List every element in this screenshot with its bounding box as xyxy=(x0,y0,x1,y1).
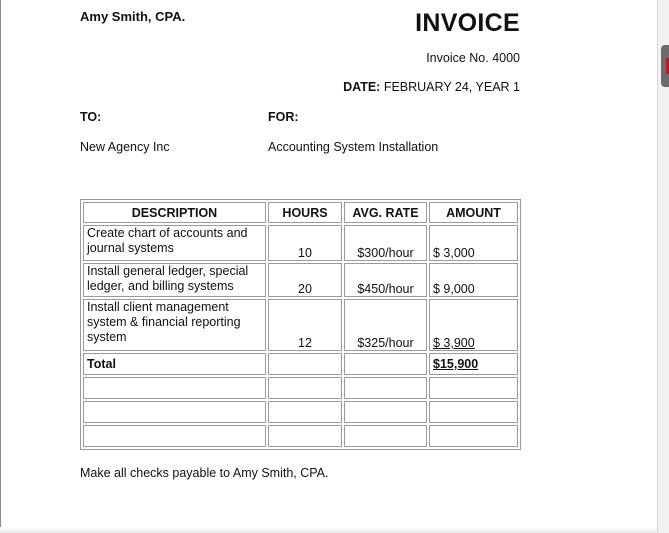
total-label: Total xyxy=(83,353,266,375)
empty-cell xyxy=(83,425,266,447)
column-header-rate: AVG. RATE xyxy=(344,202,427,223)
invoice-date xyxy=(301,80,520,94)
empty-cell xyxy=(268,377,342,399)
column-header-description: DESCRIPTION xyxy=(83,202,266,223)
empty-row xyxy=(83,425,518,447)
column-header-amount: AMOUNT xyxy=(429,202,518,223)
item-rate: $450/hour xyxy=(344,263,427,297)
empty-cell xyxy=(429,401,518,423)
invoice-number: Invoice No. 4000 xyxy=(426,51,520,65)
empty-cell xyxy=(268,425,342,447)
item-amount: $ 3,900 xyxy=(429,299,518,351)
item-description: Create chart of accounts and journal systems xyxy=(83,225,266,261)
total-hours-cell xyxy=(268,353,342,375)
table-row xyxy=(83,299,518,351)
item-description: Install general ledger, special ledger, and billing systems xyxy=(83,263,266,297)
invoice-title: INVOICE xyxy=(415,9,520,37)
empty-cell xyxy=(268,401,342,423)
empty-cell xyxy=(83,377,266,399)
item-description: Install client management system & financial reporting system xyxy=(83,299,266,351)
item-hours: 20 xyxy=(268,263,342,297)
total-row xyxy=(83,353,518,375)
table-row xyxy=(83,263,518,297)
item-rate: $325/hour xyxy=(344,299,427,351)
empty-row xyxy=(83,401,518,423)
empty-cell xyxy=(344,425,427,447)
empty-cell xyxy=(429,377,518,399)
column-header-hours: HOURS xyxy=(268,202,342,223)
date-value: FEBRUARY 24, YEAR 1 xyxy=(383,80,520,94)
date-label: DATE: xyxy=(343,80,381,94)
empty-cell xyxy=(344,401,427,423)
total-amount: $15,900 xyxy=(429,353,518,375)
item-hours: 10 xyxy=(268,225,342,261)
table-header-row xyxy=(83,202,518,223)
item-amount: $ 9,000 xyxy=(429,263,518,297)
item-rate: $300/hour xyxy=(344,225,427,261)
empty-cell xyxy=(83,401,266,423)
service-description: Accounting System Installation xyxy=(268,140,439,154)
item-hours: 12 xyxy=(268,299,342,351)
to-label: TO: xyxy=(80,110,102,124)
empty-cell xyxy=(429,425,518,447)
item-amount: $ 3,000 xyxy=(429,225,518,261)
empty-cell xyxy=(344,377,427,399)
invoice-items-table xyxy=(80,199,521,450)
client-name: New Agency Inc xyxy=(80,140,170,154)
total-rate-cell xyxy=(344,353,427,375)
empty-row xyxy=(83,377,518,399)
for-label: FOR: xyxy=(268,110,299,124)
payment-note: Make all checks payable to Amy Smith, CPA. xyxy=(80,466,329,480)
table-row xyxy=(83,225,518,261)
company-name: Amy Smith, CPA. xyxy=(80,9,186,24)
page-bottom-edge xyxy=(0,527,657,533)
